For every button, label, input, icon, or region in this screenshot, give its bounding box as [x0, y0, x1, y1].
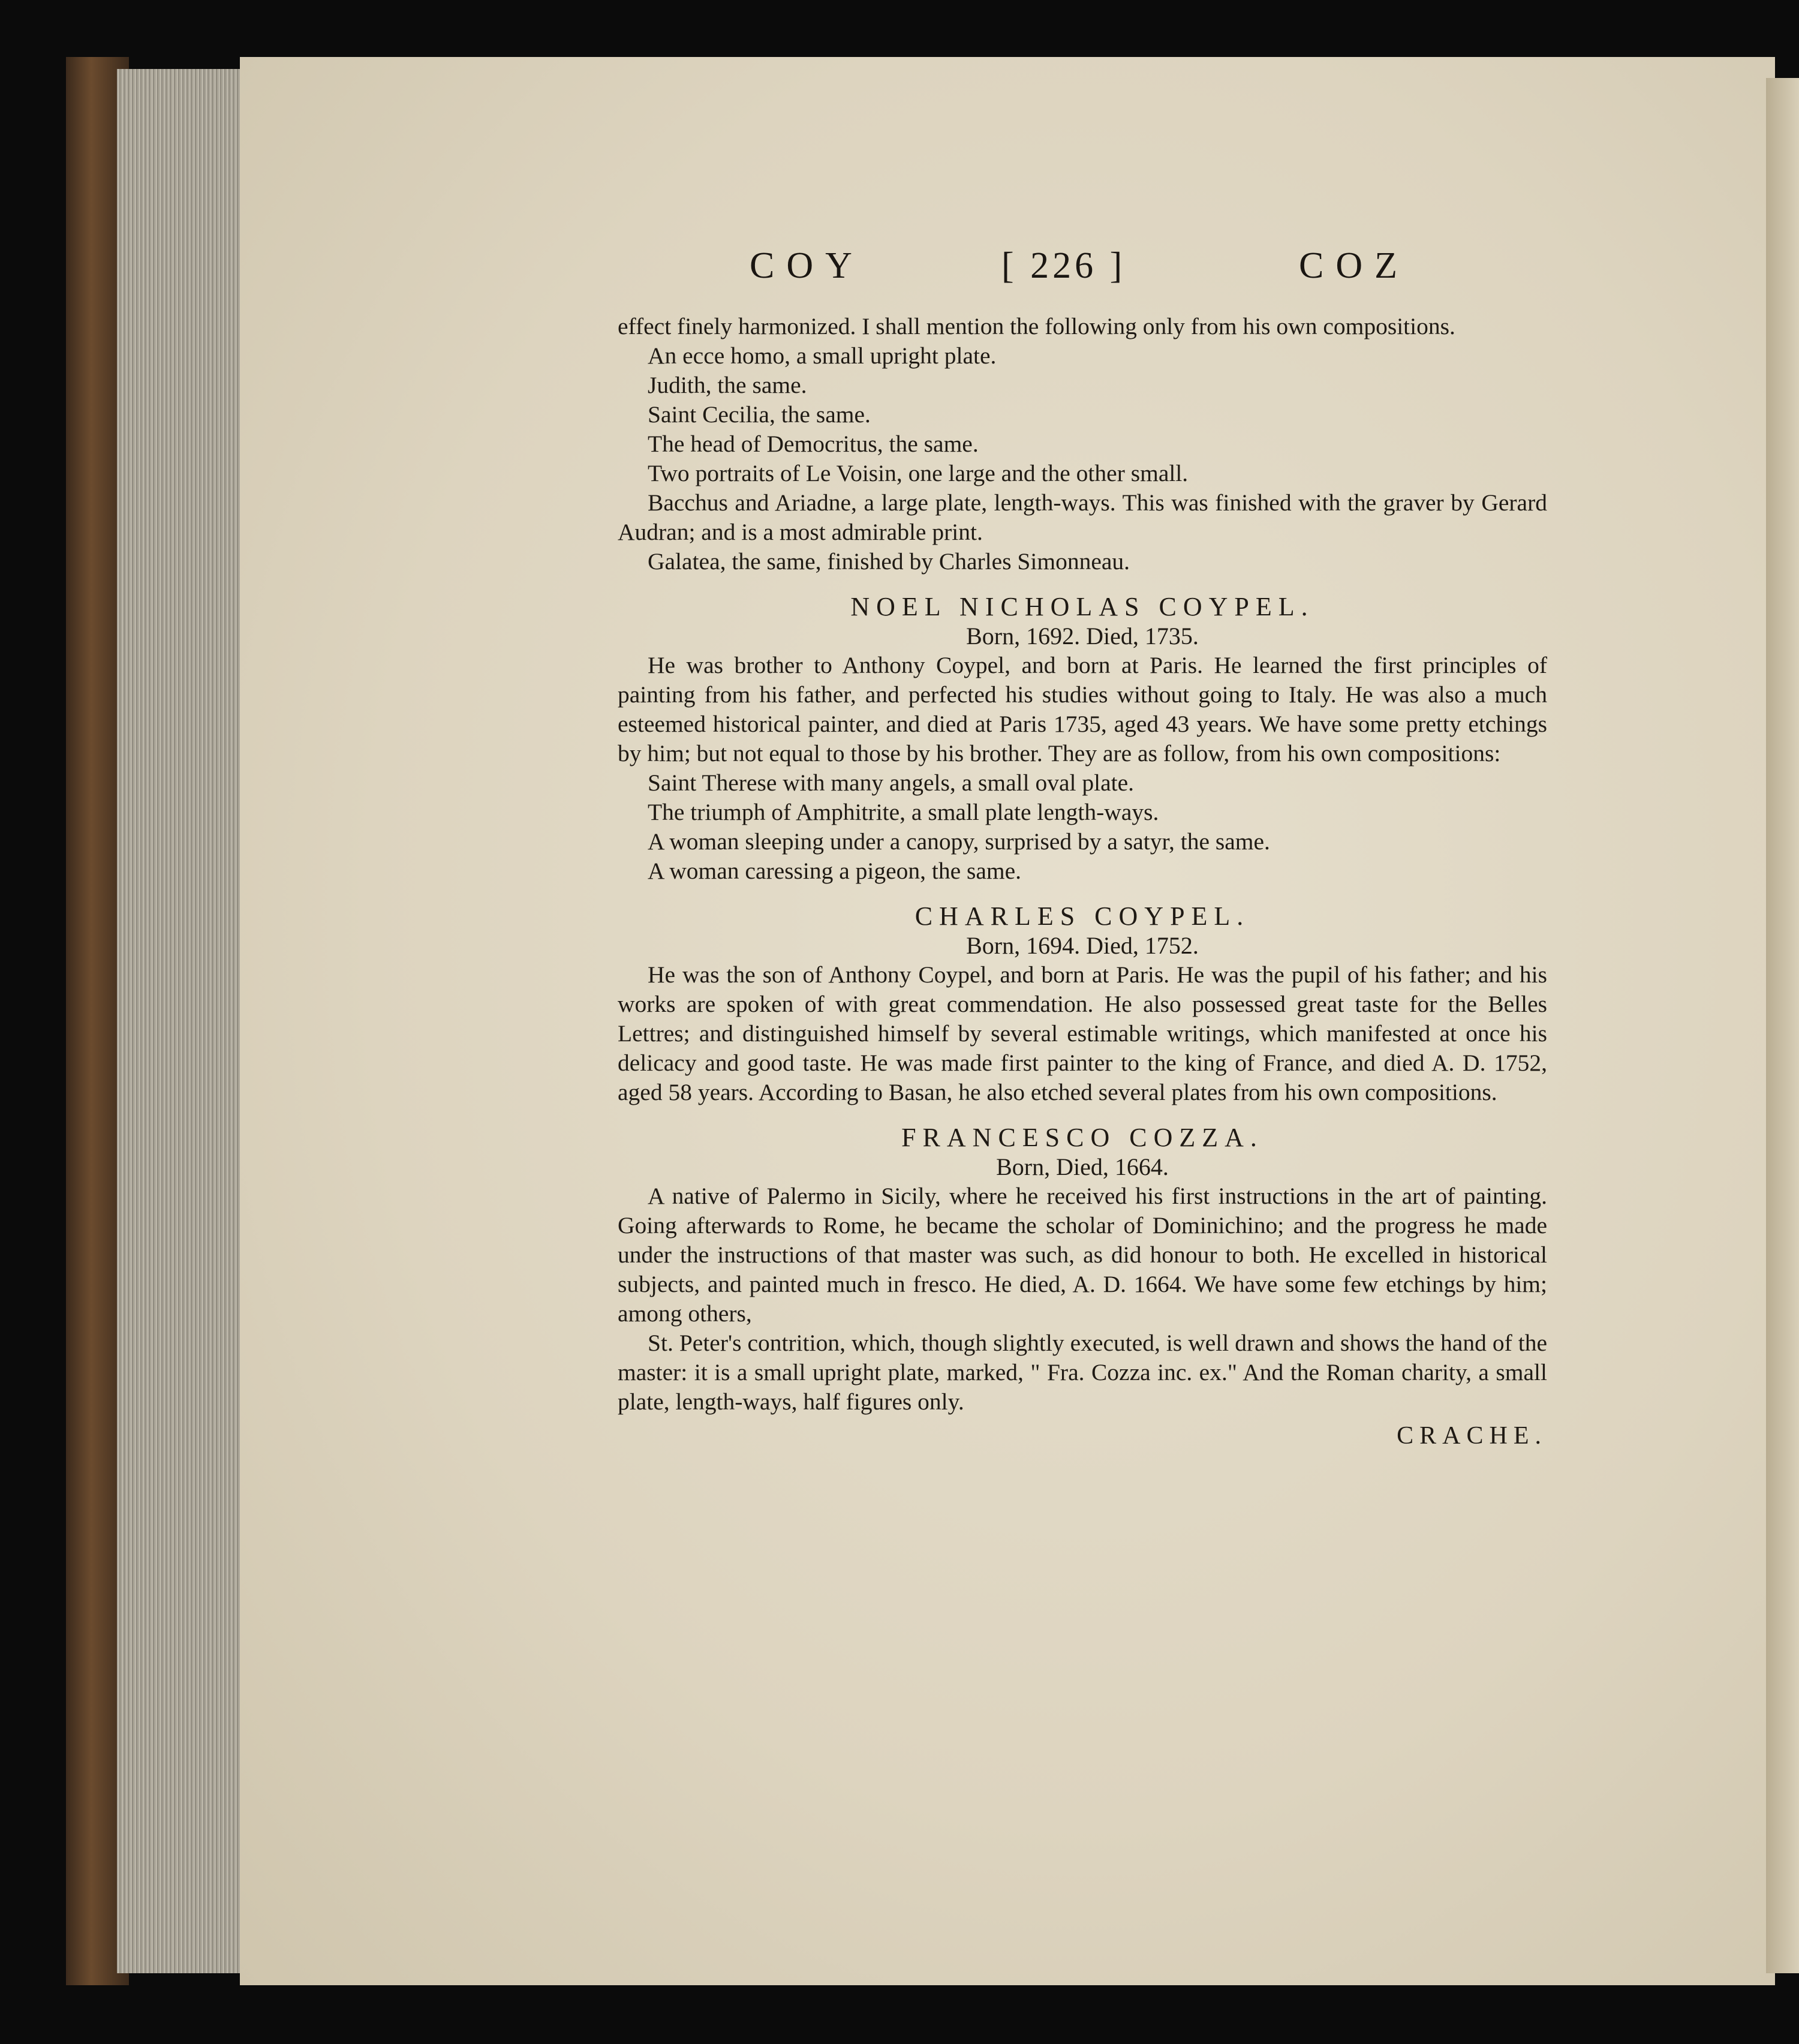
list-item: Judith, the same. [648, 372, 807, 398]
list-item: A woman caressing a pigeon, the same. [648, 858, 1022, 884]
list-item: An ecce homo, a small upright plate. [648, 342, 997, 369]
page-body [618, 312, 1547, 1451]
section-body: A native of Palermo in Sicily, where he received his first instructions in the art of painting. Going afterwards to Rome, he became the scholar of Dominichino; and the progress he made under the instructions of that master was such, as did honour to both. He excelled in historical subjects, and painted much in fresco. He died, A. D. 1664. We have some few etchings by him; among others, [618, 1183, 1547, 1327]
section-heading: FRANCESCO COZZA. [901, 1123, 1263, 1152]
catchword: CRACHE. [1397, 1422, 1547, 1450]
list-item: A woman sleeping under a canopy, surprised by a satyr, the same. [648, 828, 1270, 855]
list-item: The triumph of Amphitrite, a small plate length-ways. [648, 799, 1159, 825]
list-item: Bacchus and Ariadne, a large plate, length-ways. This was finished with the graver by Gerard Audran; and is a most admirable print. [618, 489, 1547, 545]
running-head [750, 245, 1409, 293]
list-item: Two portraits of Le Voisin, one large and the other small. [648, 460, 1189, 486]
running-head-right: COZ [1299, 245, 1409, 286]
page-number: [ 226 ] [1001, 245, 1126, 286]
section-body: He was brother to Anthony Coypel, and born at Paris. He learned the first principles of painting from his father, and perfected his studies without going to Italy. He was also a much esteemed historical painter, and died at Paris 1735, aged 43 years. We have some pretty etchings by him; but not equal to those by his brother. They are as follow, from his own compositions: [618, 652, 1547, 767]
section-heading: CHARLES COYPEL. [914, 901, 1250, 931]
list-item: Saint Cecilia, the same. [648, 401, 871, 428]
running-head-left: COY [750, 245, 864, 286]
list-item: Galatea, the same, finished by Charles Simonneau. [648, 548, 1130, 575]
facing-page-edge [1766, 78, 1799, 1973]
list-item: The head of Democritus, the same. [648, 431, 979, 457]
section-heading: NOEL NICHOLAS COYPEL. [850, 592, 1314, 621]
list-item: St. Peter's contrition, which, though slightly executed, is well drawn and shows the hand of the master: it is a small upright plate, marked, " Fra. Cozza inc. ex." And the Roman charity, a small plate, length-ways, half figures only. [618, 1330, 1547, 1415]
section-dates: Born, 1692. Died, 1735. [966, 623, 1199, 650]
paragraph: effect finely harmonized. I shall mention the following only from his own compositions. [618, 313, 1455, 339]
list-item: Saint Therese with many angels, a small oval plate. [648, 769, 1135, 796]
section-dates: Born, Died, 1664. [996, 1153, 1169, 1180]
section-body: He was the son of Anthony Coypel, and born at Paris. He was the pupil of his father; and his works are spoken of with great commendation. He also possessed great taste for the Belles Lettres; and distinguished himself by several estimable writings, which manifested at once his delicacy and good taste. He was made first painter to the king of France, and died A. D. 1752, aged 58 years. According to Basan, he also etched several plates from his own compositions. [618, 961, 1547, 1105]
section-dates: Born, 1694. Died, 1752. [966, 932, 1199, 959]
